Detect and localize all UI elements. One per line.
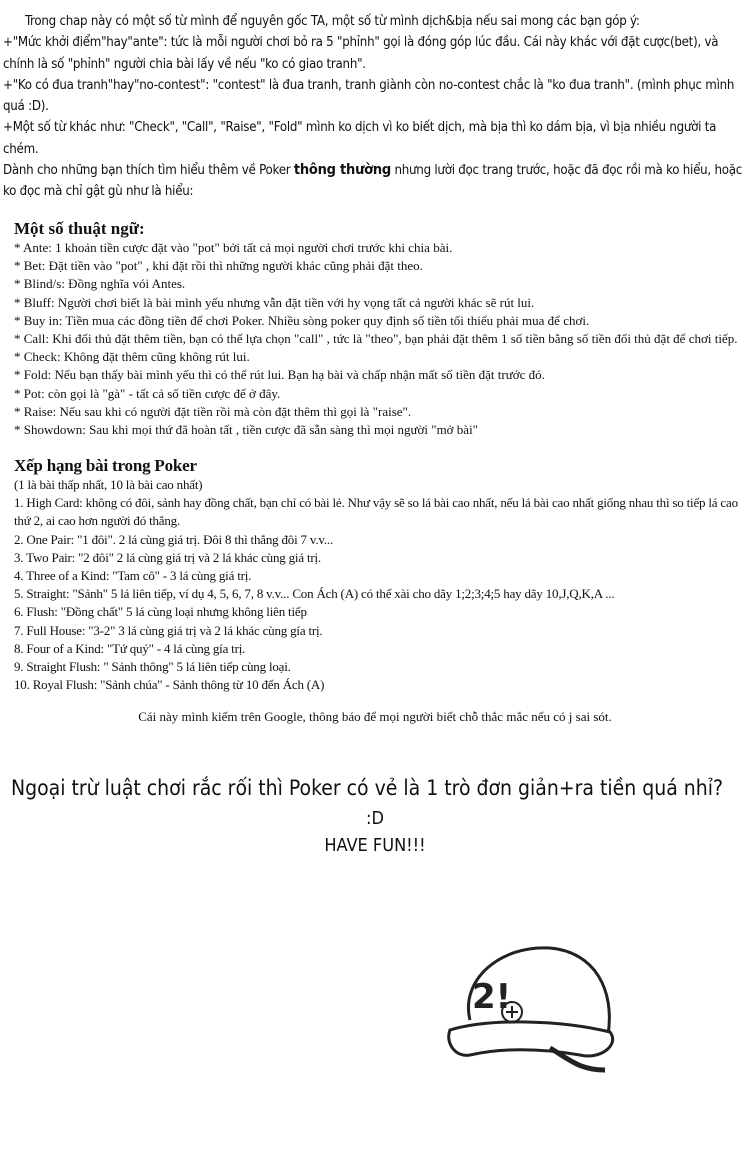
term-item: * Call: Khi đối thủ đặt thêm tiền, bạn có thể lựa chọn "call" , tức là "theo", bạn phải đặt thêm 1 số tiền bằng số tiền đối thủ đặt để chơi tiếp. bbox=[14, 331, 738, 347]
hat-label: 2! bbox=[472, 977, 512, 1017]
ranking-item: 4. Three of a Kind: "Tam cô" - 3 lá cùng giá trị. bbox=[14, 568, 252, 584]
term-item: * Ante: 1 khoản tiền cược đặt vào "pot" bởi tất cả mọi người chơi trước khi chia bài. bbox=[14, 240, 453, 255]
intro-paragraph: Trong chap này có một số từ mình để nguyên gốc TA, một số từ mình dịch&bịa nếu sai mong các bạn góp ý: bbox=[25, 14, 640, 29]
ranking-heading: Xếp hạng bài trong Poker bbox=[14, 456, 197, 475]
term-item: * Pot: còn gọi là "gà" - tất cả số tiền cược để ở đây. bbox=[14, 385, 281, 401]
note-for-readers bbox=[3, 160, 748, 203]
term-item: * Blind/s: Đồng nghĩa vói Antes. bbox=[14, 276, 186, 292]
ranking-subtitle: (1 là bài thấp nhất, 10 là bài cao nhất) bbox=[14, 477, 203, 492]
ranking-section bbox=[14, 455, 749, 694]
term-item: * Bet: Đặt tiền vào "pot" , khi đặt rồi thì những người khác cũng phải đặt theo. bbox=[14, 258, 423, 274]
term-item: * Showdown: Sau khi mọi thứ đã hoàn tất , tiền cược đã sẵn sàng thì mọi người "mở bài" bbox=[14, 422, 478, 438]
term-item: * Bluff: Người chơi biết là bài mình yếu nhưng vẫn đặt tiền với hy vọng tất cả người khác sẽ rút lui. bbox=[14, 294, 535, 310]
text: Dành cho những bạn thích tìm hiểu thêm về Poker bbox=[3, 163, 294, 179]
term-item: * Raise: Nếu sau khi có người đặt tiền rồi mà còn đặt thêm thì gọi là "raise". bbox=[14, 403, 412, 419]
term-item: * Check: Không đặt thêm cũng không rút lui. bbox=[14, 349, 250, 365]
terms-heading: Một số thuật ngữ: bbox=[14, 219, 145, 238]
bold-text: thông thường bbox=[293, 162, 391, 179]
ranking-item: 3. Two Pair: "2 đôi" 2 lá cùng giá trị và 2 lá khác cùng giá trị. bbox=[14, 549, 321, 565]
ranking-item: 2. One Pair: "1 đôi". 2 lá cùng giá trị. Đôi 8 thì thắng đôi 7 v.v... bbox=[14, 531, 334, 547]
ranking-item: 9. Straight Flush: " Sảnh thông" 5 lá liên tiếp cùng loại. bbox=[14, 659, 291, 675]
have-fun-text: HAVE FUN!!! bbox=[324, 835, 426, 856]
ranking-item: 10. Royal Flush: "Sảnh chúa" - Sảnh thông từ 10 đến Ách (A) bbox=[14, 677, 325, 693]
term-item: * Fold: Nếu bạn thấy bài mình yếu thì có thể rút lui. Bạn hạ bài và chấp nhận mất số tiền đặt trước đó. bbox=[14, 367, 545, 383]
text: nhưng lười đọc trang trước, hoặc đã đọc rồi mà ko hiểu, hoặc ko đọc mà chỉ gật gù như là hiểu: bbox=[3, 163, 743, 200]
note-no-contest: +"Ko có đua tranh"hay"no-contest": "contest" là đua tranh, tranh giành còn no-contest chắc là "ko đua tranh". (mình phục mình quá :D). bbox=[3, 77, 735, 115]
terms-list bbox=[14, 239, 744, 439]
note-other-terms: +Một số từ khác như: "Check", "Call", "Raise", "Fold" mình ko dịch vì ko biết dịch, mà bịa thì ko dám bịa, vì bịa nhiều người ta chém. bbox=[3, 120, 717, 157]
ranking-item: 5. Straight: "Sảnh" 5 lá liên tiếp, ví dụ 4, 5, 6, 7, 8 v.v... Con Ách (A) có thể xài cho dãy 1;2;3;4;5 hay dãy 10,J,Q,K,A ... bbox=[14, 586, 615, 602]
ranking-item: 1. High Card: không có đôi, sảnh hay đồng chất, bạn chỉ có bài lẻ. Như vậy sẽ so lá bài cao nhất, nếu lá bài cao nhất giống nhau thì so tiếp lá cao thứ 2, ai cao hơn người đó thắng. bbox=[14, 495, 738, 529]
closing-line: Ngoại trừ luật chơi rắc rối thì Poker có vẻ là 1 trò đơn giản+ra tiền quá nhỉ? bbox=[10, 776, 724, 800]
ranking-list bbox=[14, 494, 749, 694]
ranking-item: 8. Four of a Kind: "Tứ quý" - 4 lá cùng gía trị. bbox=[14, 640, 246, 656]
translator-notes bbox=[3, 11, 748, 203]
closing-smiley: :D bbox=[366, 808, 384, 829]
note-ante: +"Mức khởi điểm"hay"ante": tức là mỗi người chơi bỏ ra 5 "phỉnh" gọi là đóng góp lúc đầu. Cái này khác với đặt cược(bet), và chính là số "phỉnh" người chia bài lấy về nếu "ko có giao tranh". bbox=[3, 35, 719, 72]
hat-drawing-icon bbox=[430, 920, 630, 1100]
ranking-item: 6. Flush: "Đồng chất" 5 lá cùng loại nhưng không liên tiếp bbox=[14, 604, 307, 620]
ranking-item: 7. Full House: "3-2" 3 lá cùng giá trị và 2 lá khác cùng gía trị. bbox=[14, 622, 323, 638]
terms-section bbox=[14, 218, 744, 439]
source-note: Cái này mình kiếm trên Google, thông báo để mọi người biết chỗ thắc mắc nếu có j sai sót. bbox=[138, 709, 612, 724]
term-item: * Buy in: Tiền mua các đồng tiền để chơi Poker. Nhiều sòng poker quy định số tiền tối thiểu phải mua để chơi. bbox=[14, 312, 590, 328]
